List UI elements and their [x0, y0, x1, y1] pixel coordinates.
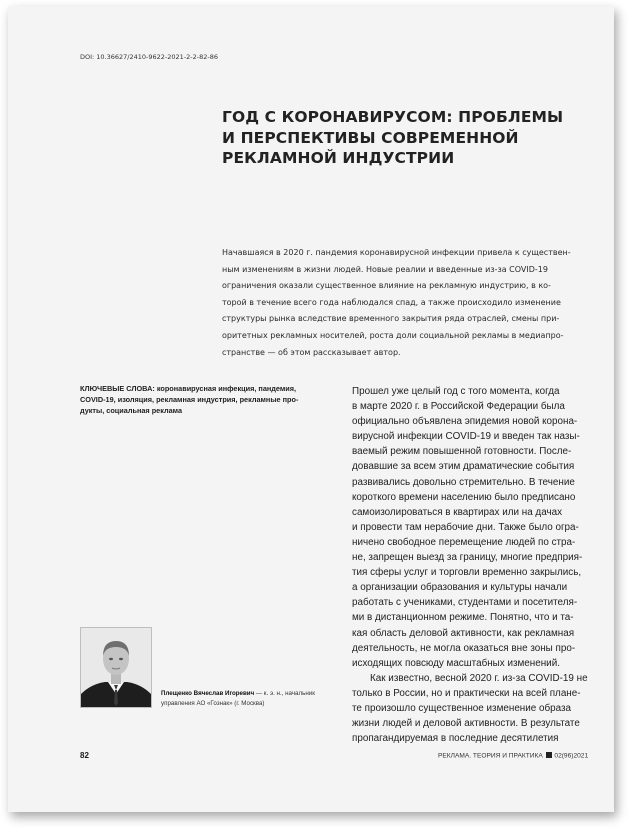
- body-line: не, запрещен выезд за границу, многие предприя-: [352, 552, 583, 564]
- body-line: жизни людей и деловой активности. В результате: [352, 718, 580, 730]
- author-portrait-icon: [81, 628, 151, 707]
- body-line: ми в дистанционном режиме. Понятно, что и та-: [352, 612, 574, 624]
- body-line: Прошел уже целый год с того момента, когда: [352, 386, 560, 397]
- body-line: те произошло существенное изменение образа: [352, 702, 572, 714]
- title-line: РЕКЛАМНОЙ ИНДУСТРИИ: [222, 149, 455, 167]
- body-line: ничено свободное перемещение людей по стра-: [352, 536, 576, 548]
- abstract-line: торой в течение всего года наблюдался спад, а также происходило изменение: [222, 297, 561, 307]
- author-degree: — к. э. н., начальник: [254, 690, 315, 697]
- doi-line: DOI: 10.36627/2410-9622-2021-2-2-82-86: [80, 53, 219, 61]
- black-square-icon: [546, 752, 552, 758]
- title-line: ГОД С КОРОНАВИРУСОМ: ПРОБЛЕМЫ: [222, 108, 564, 126]
- abstract-line: ограничения оказали существенное влияние на рекламную индустрию, в ко-: [222, 281, 551, 291]
- body-line: деятельность, не могла оказаться вне зоны про-: [352, 642, 576, 654]
- body-line: довавшие за всем этим драматические события: [352, 461, 575, 473]
- body-line: кая область деловой активности, как рекламная: [352, 627, 575, 639]
- body-line: исходящих повсюду масштабных изменений.: [352, 657, 560, 669]
- abstract: [222, 245, 587, 361]
- author-photo: [80, 627, 152, 708]
- article-title: [222, 107, 564, 169]
- page-number: 82: [80, 751, 89, 760]
- body-line: официально объявлена эпидемия новой корона-: [352, 416, 578, 428]
- body-line: работать с учениками, студентами и посетителя-: [352, 597, 578, 609]
- article-body: [352, 384, 597, 746]
- author-line: [161, 689, 341, 699]
- abstract-line: оритетных рекламных носителей, роста доли социальной рекламы в медиапро-: [222, 330, 564, 340]
- body-line: а организации образования и культуры начали: [352, 582, 568, 594]
- body-line: тия сферы услуг и торговли временно закрылись,: [352, 567, 582, 579]
- body-line: и провести там нерабочие дни. Также было огра-: [352, 521, 579, 533]
- body-line: развивались довольно стремительно. В течение: [352, 476, 575, 488]
- abstract-line: структуры рынка вследствие временного закрытия ряда отраслей, смены при-: [222, 314, 560, 324]
- body-line: только в России, но и практически на всей плане-: [352, 687, 581, 699]
- author-affiliation: управления АО «Гознак» (г. Москва): [161, 699, 265, 707]
- body-line: вирусной инфекции COVID-19 и введен так назы-: [352, 431, 580, 443]
- abstract-line: ным изменениям в жизни людей. Новые реалии и введенные из-за COVID-19: [222, 264, 548, 274]
- body-line: в марте 2020 г. в Российской Федерации была: [352, 401, 565, 413]
- keywords-line: КЛЮЧЕВЫЕ СЛОВА: коронавирусная инфекция, пандемия,: [80, 384, 297, 393]
- body-line: Как известно, весной 2020 г. из-за COVID-19 не: [370, 672, 588, 684]
- keywords-line: COVID-19, изоляция, рекламная индустрия, рекламные про-: [80, 395, 299, 405]
- abstract-line: Начавшаяся в 2020 г. пандемия коронавирусной инфекции привела к существен-: [222, 248, 571, 257]
- body-line: пропагандируемая в последние десятилетия: [352, 733, 559, 745]
- journal-page: [8, 6, 614, 812]
- journal-name: РЕКЛАМА. ТЕОРИЯ И ПРАКТИКА: [438, 752, 543, 760]
- keywords: [80, 383, 320, 417]
- body-line: ваемый режим повышенной готовности. После-: [352, 446, 572, 458]
- body-line: самоизолироваться в квартирах или на дачах: [352, 506, 563, 518]
- journal-issue: 02(96)2021: [554, 752, 589, 760]
- author-name: Плещенко Вячеслав Игоревич: [161, 690, 255, 697]
- abstract-line: странстве — об этом рассказывает автор.: [222, 347, 401, 357]
- body-line: короткого времени населению было предписано: [352, 491, 576, 503]
- keywords-line: дукты, социальная реклама: [80, 406, 183, 416]
- title-line: И ПЕРСПЕКТИВЫ СОВРЕМЕННОЙ: [222, 128, 519, 147]
- author-info: [161, 689, 341, 708]
- journal-footer: [438, 752, 588, 760]
